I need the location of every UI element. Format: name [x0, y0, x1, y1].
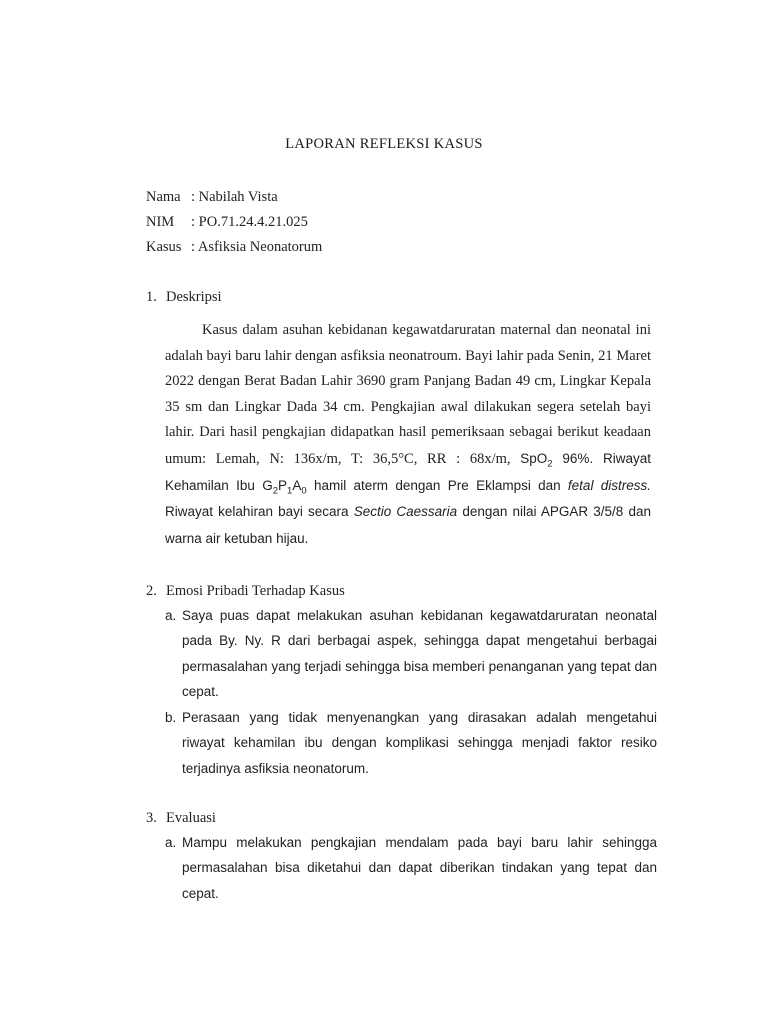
section-title: Evaluasi: [166, 810, 216, 826]
section-number: 2.: [146, 583, 157, 599]
item-text: Perasaan yang tidak menyenangkan yang dirasakan adalah mengetahui riwayat kehamilan ibu dengan komplikasi sehingga menjadi faktor resiko terjadinya asfiksia neonatorum.: [182, 710, 657, 776]
section-title: Emosi Pribadi Terhadap Kasus: [166, 583, 345, 599]
section-heading-emosi: [146, 583, 345, 600]
apgar-line: nilai APGAR 3/5/8 dan warna air ketuban hijau.: [165, 504, 651, 546]
emosi-item-a: [165, 603, 657, 705]
item-letter: a.: [165, 608, 177, 623]
deskripsi-text: Kasus dalam asuhan kebidanan kegawatdaruratan maternal dan neonatal ini adalah bayi baru lahir dengan asfiksia neonatroum. Bayi lahir pada Senin, 21 Maret 2022 dengan Berat Badan Lahir 3690 gram Panjang Badan 49 cm, Lingkar Kepala 35 sm dan Lingkar Dada 34 cm. Pengkajian awal dilakukan segera setelah bayi lahir. Dari hasil pengkajian didapatkan hasil pemeriksaan sebagai berikut keadaan umum: Lemah, N: 136x/m, T: 36,5°C, RR : 68x/m,: [165, 322, 651, 467]
section-number: 1.: [146, 289, 157, 305]
section-heading-evaluasi: [146, 810, 216, 827]
identity-label: NIM: [146, 214, 175, 230]
identity-label: Kasus: [146, 239, 182, 255]
item-text: Saya puas dapat melakukan asuhan kebidanan kegawatdaruratan neonatal pada By. Ny. R dari berbagai aspek, sehingga dapat mengetahui berbagai permasalahan yang terjadi sehingga bisa memberi penanganan yang tepat dan cepat.: [182, 608, 657, 700]
item-letter: a.: [165, 835, 177, 850]
distress-line: dan fetal distress. Riwayat kelahiran bayi secara Sectio Caessaria dengan: [165, 477, 652, 520]
item-letter: b.: [165, 710, 177, 725]
section-title: Deskripsi: [166, 289, 222, 305]
evaluasi-item-a: [165, 830, 657, 906]
deskripsi-paragraph: [165, 318, 651, 552]
identity-label: Nama: [146, 189, 181, 205]
section-number: 3.: [146, 810, 157, 826]
identity-row-kasus: [146, 239, 322, 256]
identity-value: : Nabilah Vista: [191, 189, 278, 205]
section-heading-deskripsi: [146, 289, 222, 306]
document-title: LAPORAN REFLEKSI KASUS: [285, 136, 483, 152]
emosi-item-b: [165, 705, 657, 781]
identity-value: : Asfiksia Neonatorum: [191, 239, 323, 255]
identity-value: : PO.71.24.4.21.025: [191, 214, 308, 230]
spo2-label: SpO$_2$ 96%. Riwayat Kehamilan Ibu $G_2P_1A_0$ hamil aterm dengan Pre Eklampsi: [165, 450, 652, 497]
identity-row-nama: [146, 189, 278, 206]
item-text: Mampu melakukan pengkajian mendalam pada bayi baru lahir sehingga permasalahan bisa diketahui dan dapat diberikan tindakan yang tepat dan cepat.: [182, 835, 657, 901]
identity-row-nim: [146, 214, 308, 231]
